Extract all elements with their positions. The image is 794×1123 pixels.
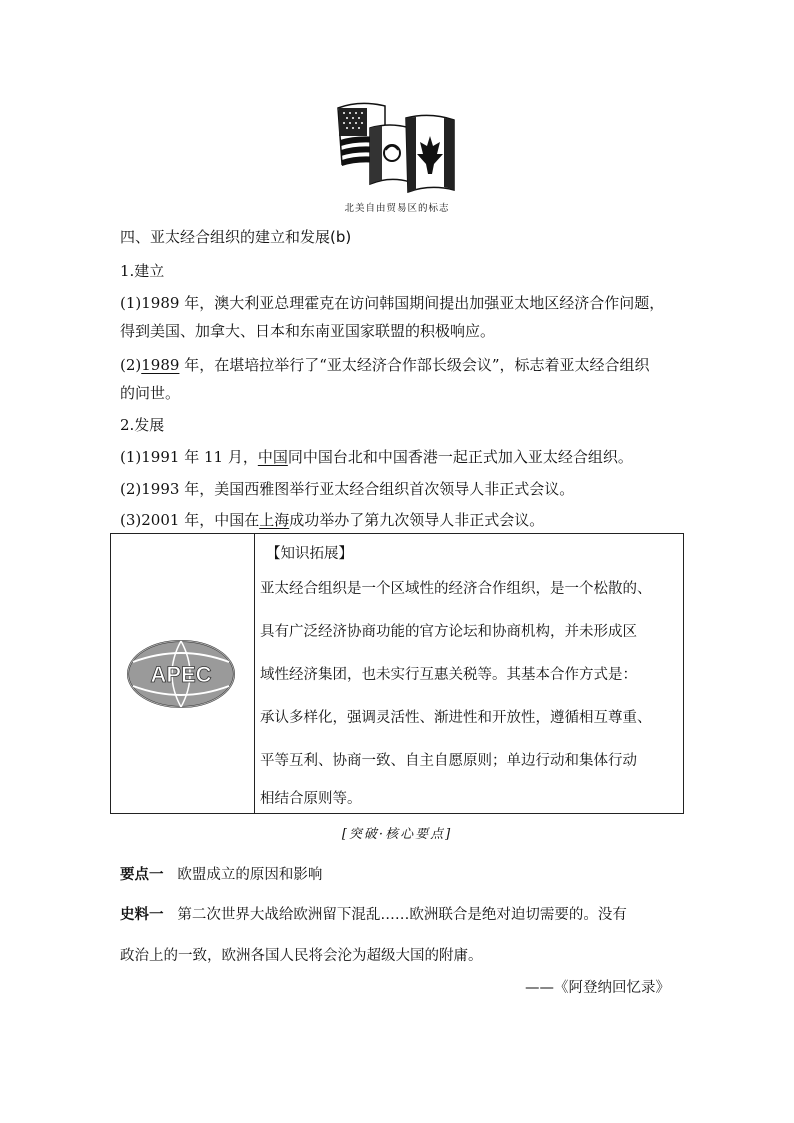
development-item-3 [120, 510, 544, 530]
paragraph-2-rest: 年，在堪培拉举行了“亚太经济合作部长级会议”，标志着亚太经合组织 [179, 356, 650, 374]
underlined-year: 1989 [141, 356, 180, 374]
apec-logo-text: APEC [150, 662, 212, 687]
paragraph-2-prefix: (2) [120, 356, 142, 374]
underlined-country: 中国 [257, 448, 288, 466]
nafta-flag-icon [330, 98, 460, 198]
key-point-title: 欧盟成立的原因和影响 [177, 867, 323, 883]
subheading-establish: 1.建立 [120, 262, 165, 280]
paragraph-1-line-1: (1)1989 年，澳大利亚总理霍克在访问韩国期间提出加强亚太地区经济合作问题， [120, 294, 665, 312]
development-item-1-prefix: (1)1991 年 11 月， [120, 448, 258, 466]
source-1-label: 史料一 [120, 907, 164, 923]
paragraph-2-line-1 [120, 355, 650, 375]
canada-flag-section [406, 115, 454, 192]
development-item-3-prefix: (3)2001 年，中国在 [120, 511, 260, 529]
development-item-1 [120, 447, 633, 467]
subheading-development: 2.发展 [120, 416, 165, 434]
development-item-1-rest: 同中国台北和中国香港一起正式加入亚太经合组织。 [287, 448, 633, 466]
key-point-heading [120, 863, 322, 884]
source-1-line-2: 政治上的一致，欧洲各国人民将会沦为超级大国的附庸。 [120, 948, 483, 964]
mexico-flag-section [370, 125, 410, 184]
paragraph-1-line-2: 得到美国、加拿大、日本和东南亚国家联盟的积极响应。 [120, 322, 496, 340]
knowledge-extension-box [110, 533, 684, 814]
knowledge-line-2: 具有广泛经济协商功能的官方论坛和协商机构，并未形成区 [260, 624, 637, 640]
key-point-label: 要点一 [120, 867, 164, 883]
source-1-text-line-1: 第二次世界大战给欧洲留下混乱……欧洲联合是绝对迫切需要的。没有 [177, 907, 627, 923]
knowledge-line-6: 相结合原则等。 [260, 791, 362, 807]
paragraph-2-line-2: 的问世。 [120, 384, 181, 402]
knowledge-line-3: 域性经济集团，也未实行互惠关税等。其基本合作方式是： [260, 667, 637, 683]
section-heading: 四、亚太经合组织的建立和发展(b) [120, 228, 352, 246]
development-item-3-rest: 成功举办了第九次领导人非正式会议。 [289, 511, 545, 529]
knowledge-title: 【知识拓展】 [266, 546, 353, 562]
knowledge-text-cell [254, 534, 683, 813]
knowledge-line-5: 平等互利、协商一致、自主自愿原则；单边行动和集体行动 [260, 753, 637, 769]
source-1-citation: ——《阿登纳回忆录》 [525, 980, 670, 996]
figure-caption: 北美自由贸易区的标志 [344, 203, 450, 214]
underlined-city: 上海 [259, 511, 290, 529]
knowledge-line-4: 承认多样化，强调灵活性、渐进性和开放性，遵循相互尊重、 [260, 710, 652, 726]
apec-logo-icon [111, 534, 254, 815]
apec-logo-cell [111, 534, 255, 813]
source-1-line-1 [120, 903, 627, 924]
breakthrough-section-label: [突破·核心要点] [341, 827, 453, 842]
development-item-2: (2)1993 年，美国西雅图举行亚太经合组织首次领导人非正式会议。 [120, 480, 575, 498]
knowledge-line-1: 亚太经合组织是一个区域性的经济合作组织，是一个松散的、 [260, 581, 652, 597]
nafta-flag-figure [330, 98, 460, 198]
